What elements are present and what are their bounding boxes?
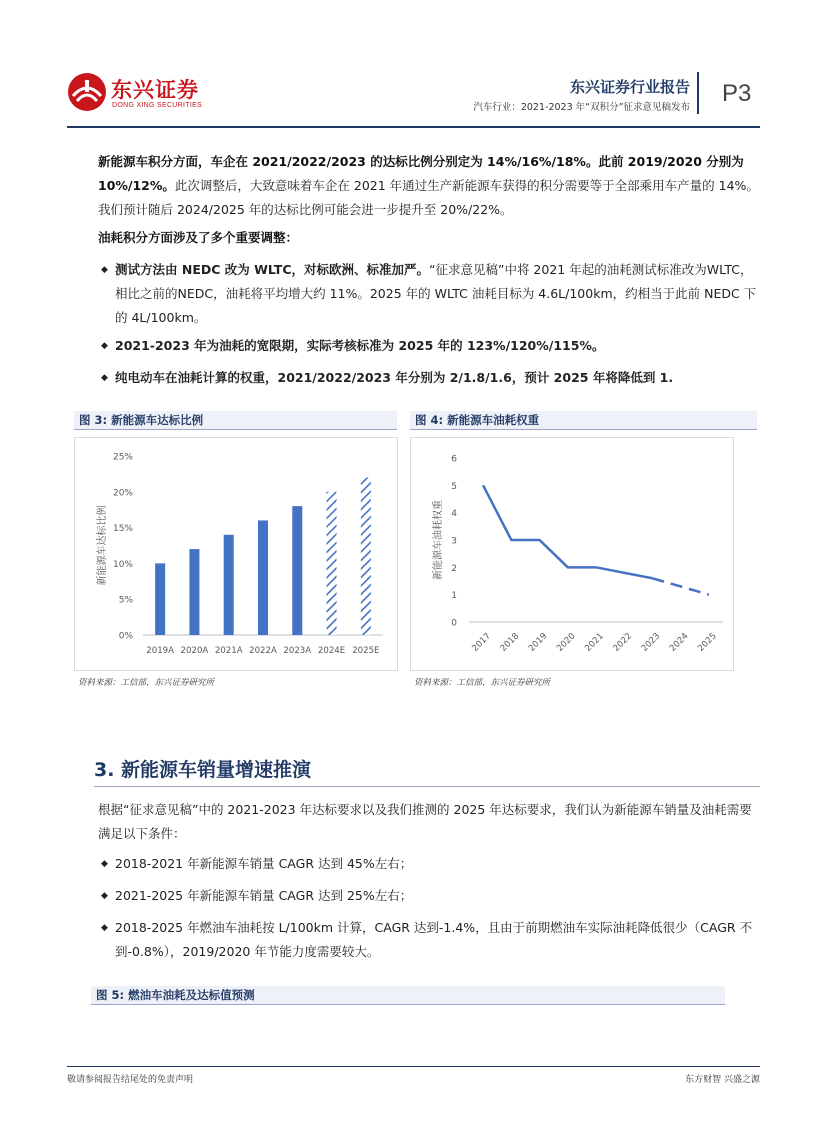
logo [67, 72, 202, 116]
logo-cn: 东兴证券 [111, 78, 199, 102]
section3-bullet-1 [101, 852, 760, 876]
bullet-diamond-icon: ◆ [101, 265, 108, 275]
y-axis-label: 新能源车达标比例 [97, 505, 108, 586]
y-tick-label: 1 [451, 591, 457, 602]
intro-bullet-1-text: “征求意见稿”中将 2021 年起的油耗测试标准改为WLTC，相比之前的NEDC，油耗将平均增大约 11%。2025 年的 WLTC 油耗目标为 4.6L/100km，约相当于此前 NEDC 下的 4L/100km。 [115, 262, 757, 325]
x-tick-label: 2019 [526, 631, 550, 654]
footer-rule [67, 1066, 760, 1067]
y-tick-label: 10% [112, 559, 133, 570]
x-tick-label: 2019A [146, 646, 175, 656]
fig3-bar-chart [75, 438, 397, 670]
x-tick-label: 2021A [214, 646, 243, 656]
intro-paragraph-1-text: 此次调整后，大致意味着车企在 2021 年通过生产新能源车获得的积分需要等于全部乘用车产量的 14%。我们预计随后 2024/2025 年的达标比例可能会进一步提升至 20%/22%。 [98, 178, 759, 217]
section3-bullet-1-text: 2018-2021 年新能源车销量 CAGR 达到 45%左右； [115, 856, 413, 871]
y-tick-label: 5 [451, 481, 457, 492]
bullet-diamond-icon: ◆ [101, 373, 108, 383]
y-tick-label: 5% [118, 595, 133, 606]
bar [189, 549, 199, 635]
y-tick-label: 0% [118, 631, 133, 642]
intro-paragraph-2-bold: 油耗积分方面涉及了多个重要调整： [98, 230, 299, 245]
fig4-line-chart [411, 438, 733, 670]
section3-paragraph: 根据“征求意见稿”中的 2021-2023 年达标要求以及我们推测的 2025 年达标要求，我们认为新能源车销量及油耗需要满足以下条件： [98, 802, 752, 841]
x-tick-label: 2018 [498, 631, 522, 654]
fig3-source: 资料来源：工信部，东兴证券研究所 [78, 678, 215, 688]
bullet-diamond-icon: ◆ [101, 341, 108, 351]
y-tick-label: 25% [112, 452, 133, 463]
intro-paragraph-1-bold: 新能源车积分方面，车企在 2021/2022/2023 的达标比例分别定为 14%/16%/18%。此前 2019/2020 分别为 10%/12%。 [98, 154, 744, 193]
logo-mark-icon [67, 72, 107, 112]
x-tick-label: 2020A [180, 646, 209, 656]
x-tick-label: 2023 [639, 631, 663, 654]
y-tick-label: 2 [451, 563, 457, 574]
intro-bullet-3 [101, 366, 760, 390]
intro-bullet-3-bold: 纯电动车在油耗计算的权重，2021/2022/2023 年分别为 2/1.8/1.6，预计 2025 年将降低到 1. [115, 370, 674, 385]
y-tick-label: 20% [112, 488, 133, 499]
section3-bullet-3 [101, 916, 760, 964]
intro-bullet-1-bold: 测试方法由 NEDC 改为 WLTC，对标欧洲、标准加严。 [115, 262, 429, 277]
section3-title-rule [94, 786, 760, 787]
section3-bullet-3-text: 2018-2025 年燃油车油耗按 L/100km 计算，CAGR 达到-1.4%，且由于前期燃油车实际油耗降低很少（CAGR 不到-0.8%），2019/2020 年节能力度需要较大。 [115, 920, 753, 959]
y-tick-label: 15% [112, 524, 133, 535]
intro-bullet-2-bold: 2021-2023 年为油耗的宽限期，实际考核标准为 2025 年的 123%/120%/115%。 [115, 338, 605, 353]
fig4-source: 资料来源：工信部，东兴证券研究所 [414, 678, 551, 688]
y-tick-label: 3 [451, 536, 457, 547]
x-tick-label: 2024E [317, 646, 346, 656]
logo-en: DONG XING SECURITIES [112, 102, 203, 109]
fig4-caption: 图 4: 新能源车油耗权重 [410, 411, 757, 430]
y-tick-label: 6 [451, 454, 457, 465]
report-type: 东兴证券行业报告 [569, 78, 690, 96]
footer-disclaimer: 敬请参阅报告结尾处的免责声明 [67, 1075, 194, 1085]
x-tick-label: 2025E [352, 646, 380, 656]
x-tick-label: 2020 [555, 631, 578, 654]
bar [258, 520, 268, 635]
x-tick-label: 2022A [249, 646, 277, 656]
intro-bullet-2 [101, 334, 760, 358]
series-line-actual [483, 485, 652, 578]
bullet-diamond-icon: ◆ [101, 891, 108, 901]
bullet-diamond-icon: ◆ [101, 859, 108, 869]
intro-bullet-1 [101, 258, 760, 330]
section3-bullet-2 [101, 884, 760, 908]
header-rule [67, 126, 760, 128]
bar [224, 535, 234, 635]
intro-paragraph-2 [98, 226, 760, 250]
x-tick-label: 2024 [667, 631, 691, 654]
page-number: P3 [722, 80, 752, 107]
header-divider-vertical [697, 72, 699, 114]
x-tick-label: 2021 [583, 631, 606, 654]
bar [361, 477, 371, 635]
bar [155, 563, 165, 635]
section3-title: 3. 新能源车销量增速推演 [94, 759, 312, 781]
bar [327, 492, 337, 635]
y-tick-label: 0 [451, 618, 457, 629]
intro-paragraph-1 [98, 150, 760, 222]
y-axis-label: 新能源车油耗权重 [433, 500, 444, 580]
y-tick-label: 4 [451, 509, 457, 520]
fig3-caption: 图 3: 新能源车达标比例 [74, 411, 397, 430]
bullet-diamond-icon: ◆ [101, 923, 108, 933]
x-tick-label: 2022 [611, 631, 635, 654]
x-tick-label: 2023A [283, 646, 312, 656]
report-subtitle: 汽车行业：2021-2023 年“双积分”征求意见稿发布 [473, 102, 690, 113]
section3-bullet-2-text: 2021-2025 年新能源车销量 CAGR 达到 25%左右； [115, 888, 413, 903]
x-tick-label: 2025 [696, 631, 719, 654]
fig5-caption: 图 5: 燃油车油耗及达标值预测 [91, 986, 725, 1005]
bar [292, 506, 302, 635]
footer-slogan: 东方财智 兴盛之源 [685, 1075, 760, 1085]
x-tick-label: 2017 [470, 631, 493, 654]
fig4-chart-frame [410, 437, 734, 671]
fig3-chart-frame [74, 437, 398, 671]
